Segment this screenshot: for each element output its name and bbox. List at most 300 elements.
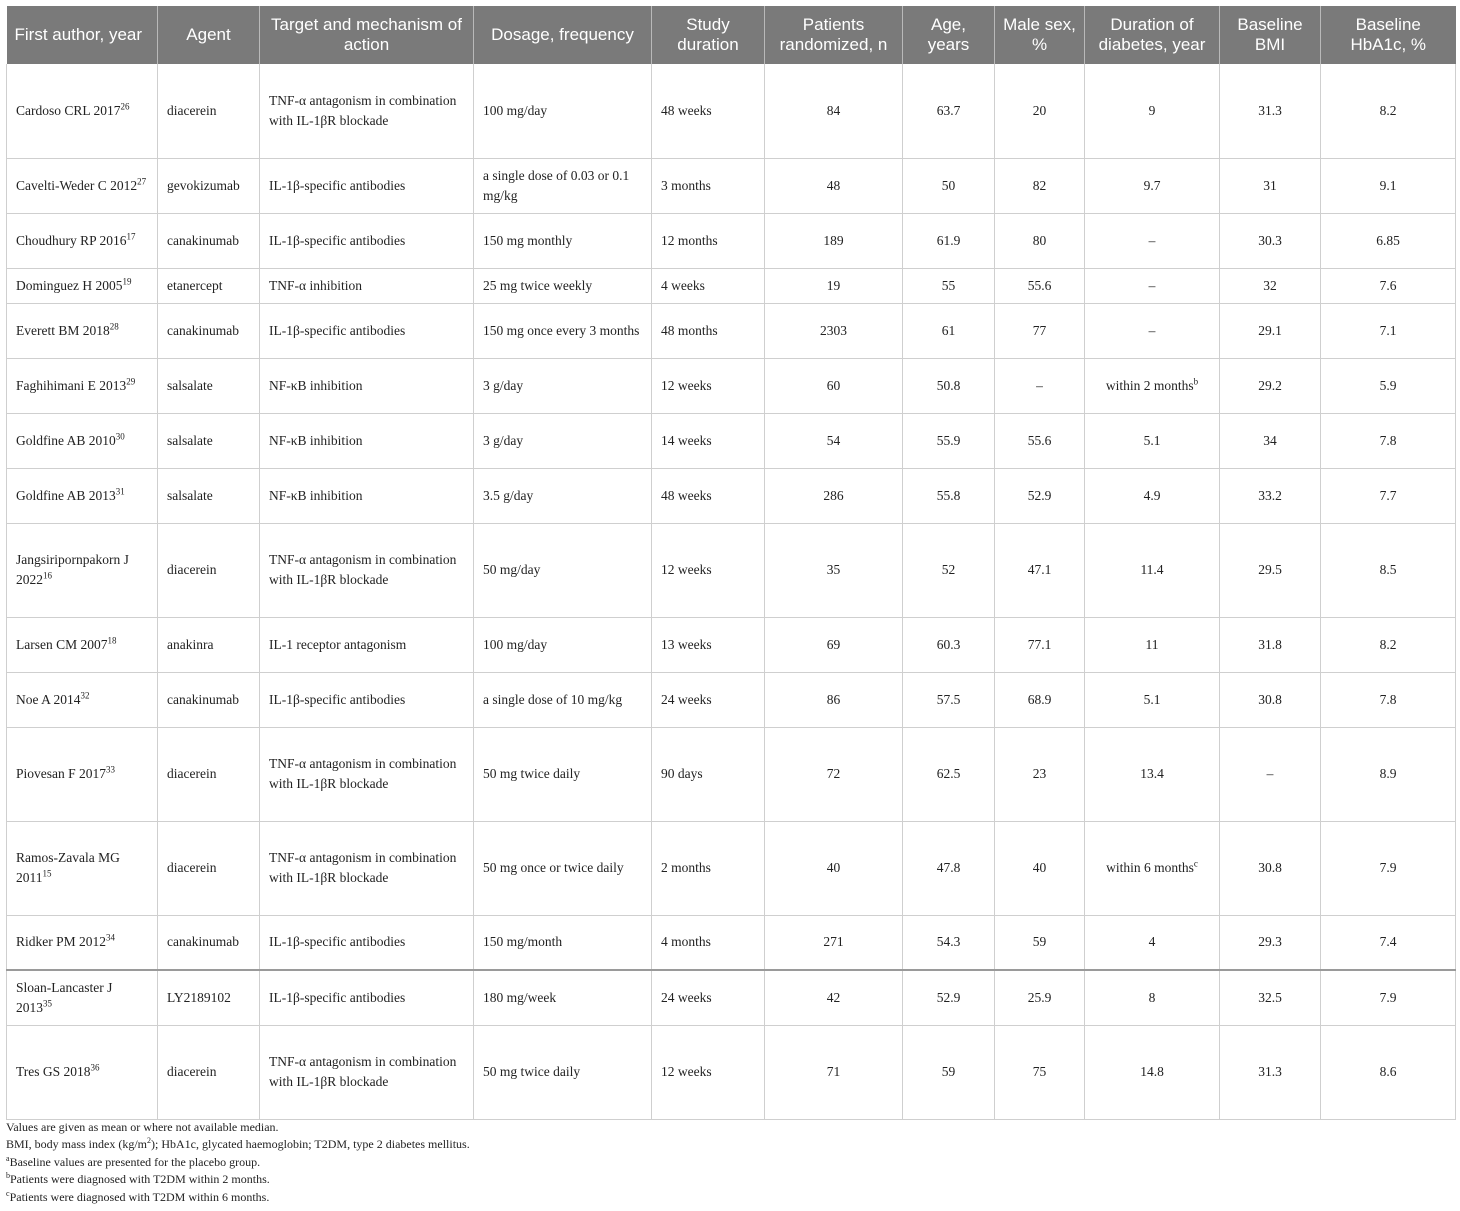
reference-number: 36 bbox=[90, 1062, 100, 1073]
author-text: Everett BM 2018 bbox=[16, 322, 110, 338]
cell-author bbox=[7, 617, 158, 672]
footnote-c-mark: c bbox=[6, 1188, 10, 1198]
cell-dosage bbox=[474, 268, 652, 303]
cell-age: 55 bbox=[903, 268, 995, 303]
cell-author bbox=[7, 672, 158, 727]
author-text: Tres GS 2018 bbox=[16, 1064, 91, 1079]
abbrev-text-start: BMI, body mass index (kg/m bbox=[6, 1137, 147, 1152]
cell-study-duration: 12 weeks bbox=[652, 523, 765, 617]
footnote-a-mark: a bbox=[6, 1153, 10, 1163]
col-header-agent: Agent bbox=[158, 6, 260, 64]
cell-age: 50 bbox=[903, 158, 995, 213]
cell-diabetes-duration bbox=[1085, 64, 1220, 158]
cell-study-duration: 4 weeks bbox=[652, 268, 765, 303]
dosage-text: 50 mg twice daily bbox=[483, 766, 581, 781]
footnote-b-text: Patients were diagnosed with T2DM within 2 months. bbox=[10, 1172, 270, 1187]
reference-number: 34 bbox=[106, 932, 116, 943]
cell-bmi: 30.3 bbox=[1220, 213, 1321, 268]
cell-dosage bbox=[474, 672, 652, 727]
cell-hba1c: 8.2 bbox=[1321, 617, 1456, 672]
cell-study-duration: 24 weeks bbox=[652, 970, 765, 1025]
cell-target bbox=[260, 727, 474, 821]
diabetes-duration-text: 4.9 bbox=[1143, 487, 1161, 503]
cell-age: 54.3 bbox=[903, 915, 995, 970]
cell-patients: 86 bbox=[765, 672, 903, 727]
cell-agent: canakinumab bbox=[158, 213, 260, 268]
reference-number: 16 bbox=[43, 570, 52, 581]
cell-diabetes-duration bbox=[1085, 523, 1220, 617]
cell-dosage bbox=[474, 158, 652, 213]
cell-hba1c: 5.9 bbox=[1321, 358, 1456, 413]
cell-target bbox=[260, 413, 474, 468]
cell-male-sex: 75 bbox=[995, 1025, 1085, 1119]
cell-author bbox=[7, 970, 158, 1025]
cell-bmi: 34 bbox=[1220, 413, 1321, 468]
cell-bmi: 31 bbox=[1220, 158, 1321, 213]
col-header-target: Target and mechanism of action bbox=[260, 6, 474, 64]
cell-study-duration: 90 days bbox=[652, 727, 765, 821]
author-text: Piovesan F 2017 bbox=[16, 766, 107, 781]
dosage-text: a single dose of 0.03 or 0.1 mg/kg bbox=[483, 167, 630, 203]
col-header-hba1c: Baseline HbA1c, % bbox=[1321, 6, 1456, 64]
cell-diabetes-duration bbox=[1085, 672, 1220, 727]
cell-study-duration: 3 months bbox=[652, 158, 765, 213]
dosage-text: 100 mg/day bbox=[483, 636, 548, 652]
diabetes-duration-text: – bbox=[1148, 232, 1156, 248]
cell-target bbox=[260, 672, 474, 727]
diabetes-duration-text: – bbox=[1148, 277, 1156, 293]
cell-study-duration: 12 weeks bbox=[652, 1025, 765, 1119]
cell-patients: 189 bbox=[765, 213, 903, 268]
author-text: Choudhury RP 2016 bbox=[16, 232, 127, 248]
cell-male-sex: 55.6 bbox=[995, 413, 1085, 468]
cell-study-duration: 48 months bbox=[652, 303, 765, 358]
author-text: Jangsiripornpakorn J 2022 bbox=[16, 552, 129, 587]
cell-author bbox=[7, 64, 158, 158]
cell-male-sex: 23 bbox=[995, 727, 1085, 821]
cell-diabetes-duration bbox=[1085, 727, 1220, 821]
footnote-c-text: Patients were diagnosed with T2DM within 6 months. bbox=[9, 1189, 270, 1204]
cell-age: 63.7 bbox=[903, 64, 995, 158]
abbrev-superscript: 2 bbox=[147, 1136, 151, 1146]
col-header-study-duration: Study duration bbox=[652, 6, 765, 64]
footnote-b bbox=[6, 1171, 1455, 1188]
cell-patients: 271 bbox=[765, 915, 903, 970]
cell-agent: etanercept bbox=[158, 268, 260, 303]
cell-author bbox=[7, 158, 158, 213]
cell-male-sex: 55.6 bbox=[995, 268, 1085, 303]
target-text: NF-κB inhibition bbox=[269, 487, 363, 503]
cell-bmi: 29.3 bbox=[1220, 915, 1321, 970]
reference-number: 17 bbox=[126, 231, 136, 241]
cell-bmi: 29.5 bbox=[1220, 523, 1321, 617]
author-text: Dominguez H 2005 bbox=[16, 277, 123, 293]
cell-diabetes-duration bbox=[1085, 821, 1220, 915]
cell-dosage bbox=[474, 727, 652, 821]
table-row bbox=[7, 413, 1456, 468]
table-row bbox=[7, 617, 1456, 672]
cell-study-duration: 12 months bbox=[652, 213, 765, 268]
cell-dosage bbox=[474, 617, 652, 672]
cell-agent: salsalate bbox=[158, 358, 260, 413]
cell-study-duration: 48 weeks bbox=[652, 468, 765, 523]
cell-male-sex: 47.1 bbox=[995, 523, 1085, 617]
dosage-text: a single dose of 10 mg/kg bbox=[483, 691, 623, 707]
diabetes-duration-text: – bbox=[1148, 322, 1156, 338]
author-text: Cavelti-Weder C 2012 bbox=[16, 177, 138, 193]
target-text: TNF-α antagonism in combination with IL-1βR blockade bbox=[269, 92, 457, 128]
dosage-text: 50 mg once or twice daily bbox=[483, 860, 624, 875]
cell-bmi: 32.5 bbox=[1220, 970, 1321, 1025]
cell-age: 61 bbox=[903, 303, 995, 358]
author-text: Noe A 2014 bbox=[16, 691, 81, 707]
reference-number: 33 bbox=[106, 764, 116, 775]
cell-agent: canakinumab bbox=[158, 672, 260, 727]
target-text: TNF-α antagonism in combination with IL-1βR blockade bbox=[269, 850, 457, 885]
cell-age: 59 bbox=[903, 1025, 995, 1119]
footnote-abbreviations bbox=[6, 1136, 1455, 1153]
cell-hba1c: 7.4 bbox=[1321, 915, 1456, 970]
cell-agent: diacerein bbox=[158, 821, 260, 915]
table-row bbox=[7, 268, 1456, 303]
target-text: IL-1 receptor antagonism bbox=[269, 636, 407, 652]
cell-age: 52.9 bbox=[903, 970, 995, 1025]
cell-target bbox=[260, 268, 474, 303]
table-row bbox=[7, 523, 1456, 617]
cell-author bbox=[7, 358, 158, 413]
cell-target bbox=[260, 303, 474, 358]
cell-target bbox=[260, 617, 474, 672]
col-header-patients: Patients randomized, n bbox=[765, 6, 903, 64]
cell-hba1c: 7.7 bbox=[1321, 468, 1456, 523]
footnote-b-mark: b bbox=[6, 1171, 10, 1181]
target-text: TNF-α antagonism in combination with IL-1βR blockade bbox=[269, 1054, 457, 1089]
cell-author bbox=[7, 213, 158, 268]
cell-dosage bbox=[474, 413, 652, 468]
target-text: IL-1β-specific antibodies bbox=[269, 177, 406, 193]
diabetes-duration-text: 4 bbox=[1148, 934, 1156, 950]
cell-male-sex: 52.9 bbox=[995, 468, 1085, 523]
col-header-bmi: Baseline BMI bbox=[1220, 6, 1321, 64]
cell-dosage bbox=[474, 970, 652, 1025]
target-text: IL-1β-specific antibodies bbox=[269, 934, 406, 950]
cell-bmi: 29.2 bbox=[1220, 358, 1321, 413]
cell-diabetes-duration bbox=[1085, 268, 1220, 303]
cell-dosage bbox=[474, 821, 652, 915]
cell-target bbox=[260, 158, 474, 213]
cell-hba1c: 7.8 bbox=[1321, 413, 1456, 468]
reference-number: 28 bbox=[109, 321, 119, 331]
cell-bmi: 31.3 bbox=[1220, 64, 1321, 158]
diabetes-duration-text: 11.4 bbox=[1140, 562, 1164, 577]
target-text: TNF-α antagonism in combination with IL-1βR blockade bbox=[269, 552, 457, 587]
cell-dosage bbox=[474, 523, 652, 617]
target-text: NF-κB inhibition bbox=[269, 377, 363, 393]
cell-study-duration: 4 months bbox=[652, 915, 765, 970]
cell-target bbox=[260, 64, 474, 158]
cell-author bbox=[7, 727, 158, 821]
cell-hba1c: 8.6 bbox=[1321, 1025, 1456, 1119]
table-row bbox=[7, 915, 1456, 970]
cell-diabetes-duration bbox=[1085, 970, 1220, 1025]
cell-study-duration: 2 months bbox=[652, 821, 765, 915]
reference-number: 32 bbox=[80, 690, 90, 700]
col-header-diabetes-duration: Duration of diabetes, year bbox=[1085, 6, 1220, 64]
cell-age: 62.5 bbox=[903, 727, 995, 821]
footnote-mark: c bbox=[1193, 858, 1198, 869]
cell-bmi: 33.2 bbox=[1220, 468, 1321, 523]
cell-agent: salsalate bbox=[158, 413, 260, 468]
author-text: Ridker PM 2012 bbox=[16, 934, 107, 950]
dosage-text: 3 g/day bbox=[483, 432, 524, 448]
footnote-values: Values are given as mean or where not available median. bbox=[6, 1120, 279, 1134]
cell-agent: diacerein bbox=[158, 64, 260, 158]
table-row bbox=[7, 213, 1456, 268]
target-text: TNF-α inhibition bbox=[269, 277, 362, 293]
cell-agent: anakinra bbox=[158, 617, 260, 672]
author-text: Larsen CM 2007 bbox=[16, 636, 108, 652]
cell-hba1c: 7.6 bbox=[1321, 268, 1456, 303]
cell-diabetes-duration bbox=[1085, 468, 1220, 523]
cell-author bbox=[7, 303, 158, 358]
footnote-a bbox=[6, 1154, 1455, 1171]
cell-hba1c: 8.2 bbox=[1321, 64, 1456, 158]
footnote-c bbox=[6, 1189, 1455, 1206]
cell-bmi: 30.8 bbox=[1220, 821, 1321, 915]
cell-agent: diacerein bbox=[158, 1025, 260, 1119]
cell-age: 52 bbox=[903, 523, 995, 617]
cell-age: 57.5 bbox=[903, 672, 995, 727]
table-row bbox=[7, 672, 1456, 727]
cell-dosage bbox=[474, 1025, 652, 1119]
target-text: IL-1β-specific antibodies bbox=[269, 322, 406, 338]
reference-number: 35 bbox=[43, 998, 52, 1009]
diabetes-duration-text: 9.7 bbox=[1143, 177, 1161, 193]
cell-patients: 40 bbox=[765, 821, 903, 915]
cell-target bbox=[260, 970, 474, 1025]
author-text: Cardoso CRL 2017 bbox=[16, 102, 121, 118]
cell-patients: 48 bbox=[765, 158, 903, 213]
reference-number: 26 bbox=[120, 101, 130, 112]
cell-diabetes-duration bbox=[1085, 158, 1220, 213]
cell-patients: 286 bbox=[765, 468, 903, 523]
cell-patients: 72 bbox=[765, 727, 903, 821]
cell-male-sex: 25.9 bbox=[995, 970, 1085, 1025]
dosage-text: 150 mg monthly bbox=[483, 232, 573, 248]
cell-target bbox=[260, 213, 474, 268]
table-row bbox=[7, 821, 1456, 915]
cell-hba1c: 9.1 bbox=[1321, 158, 1456, 213]
cell-author bbox=[7, 523, 158, 617]
cell-male-sex: 40 bbox=[995, 821, 1085, 915]
cell-hba1c: 7.9 bbox=[1321, 821, 1456, 915]
reference-number: 18 bbox=[107, 635, 117, 645]
reference-number: 30 bbox=[115, 431, 125, 441]
table-row bbox=[7, 158, 1456, 213]
cell-age: 47.8 bbox=[903, 821, 995, 915]
cell-male-sex: 68.9 bbox=[995, 672, 1085, 727]
cell-bmi: 32 bbox=[1220, 268, 1321, 303]
cell-agent: gevokizumab bbox=[158, 158, 260, 213]
cell-diabetes-duration bbox=[1085, 303, 1220, 358]
cell-age: 60.3 bbox=[903, 617, 995, 672]
cell-patients: 69 bbox=[765, 617, 903, 672]
cell-hba1c: 7.1 bbox=[1321, 303, 1456, 358]
author-text: Ramos-Zavala MG 2011 bbox=[16, 850, 120, 885]
cell-age: 61.9 bbox=[903, 213, 995, 268]
cell-patients: 35 bbox=[765, 523, 903, 617]
author-text: Goldfine AB 2013 bbox=[16, 487, 116, 503]
dosage-text: 25 mg twice weekly bbox=[483, 277, 593, 293]
table-row bbox=[7, 1025, 1456, 1119]
cell-target bbox=[260, 915, 474, 970]
target-text: NF-κB inhibition bbox=[269, 432, 363, 448]
cell-study-duration: 48 weeks bbox=[652, 64, 765, 158]
cell-author bbox=[7, 915, 158, 970]
cell-author bbox=[7, 821, 158, 915]
reference-number: 31 bbox=[115, 486, 125, 496]
cell-agent: diacerein bbox=[158, 727, 260, 821]
cell-age: 50.8 bbox=[903, 358, 995, 413]
cell-agent: diacerein bbox=[158, 523, 260, 617]
header-row bbox=[7, 6, 1456, 64]
cell-author bbox=[7, 1025, 158, 1119]
cell-patients: 71 bbox=[765, 1025, 903, 1119]
table-row bbox=[7, 970, 1456, 1025]
author-text: Goldfine AB 2010 bbox=[16, 432, 116, 448]
dosage-text: 100 mg/day bbox=[483, 102, 548, 118]
cell-male-sex: 20 bbox=[995, 64, 1085, 158]
table-body bbox=[7, 64, 1456, 1119]
cell-dosage bbox=[474, 468, 652, 523]
cell-hba1c: 8.9 bbox=[1321, 727, 1456, 821]
table-row bbox=[7, 727, 1456, 821]
cell-patients: 84 bbox=[765, 64, 903, 158]
reference-number: 29 bbox=[126, 376, 136, 386]
cell-male-sex: 77.1 bbox=[995, 617, 1085, 672]
col-header-age: Age, years bbox=[903, 6, 995, 64]
diabetes-duration-text: 5.1 bbox=[1143, 691, 1161, 707]
target-text: TNF-α antagonism in combination with IL-1βR blockade bbox=[269, 756, 457, 791]
cell-agent: LY2189102 bbox=[158, 970, 260, 1025]
cell-author bbox=[7, 413, 158, 468]
abbrev-text-end: ); HbA1c, glycated haemoglobin; T2DM, type 2 diabetes mellitus. bbox=[151, 1137, 470, 1152]
cell-target bbox=[260, 358, 474, 413]
cell-diabetes-duration bbox=[1085, 915, 1220, 970]
cell-patients: 42 bbox=[765, 970, 903, 1025]
cell-study-duration: 14 weeks bbox=[652, 413, 765, 468]
cell-study-duration: 24 weeks bbox=[652, 672, 765, 727]
cell-target bbox=[260, 523, 474, 617]
dosage-text: 150 mg once every 3 months bbox=[483, 322, 640, 338]
col-header-dosage: Dosage, frequency bbox=[474, 6, 652, 64]
table-footnotes bbox=[6, 1119, 1455, 1206]
cell-bmi: 29.1 bbox=[1220, 303, 1321, 358]
footnote-mark: b bbox=[1193, 376, 1199, 386]
cell-dosage bbox=[474, 64, 652, 158]
reference-number: 15 bbox=[42, 868, 52, 879]
cell-male-sex: 82 bbox=[995, 158, 1085, 213]
col-header-male-sex: Male sex, % bbox=[995, 6, 1085, 64]
diabetes-duration-text: 13.4 bbox=[1140, 766, 1164, 781]
cell-agent: canakinumab bbox=[158, 303, 260, 358]
cell-dosage bbox=[474, 213, 652, 268]
cell-diabetes-duration bbox=[1085, 413, 1220, 468]
cell-male-sex: 77 bbox=[995, 303, 1085, 358]
cell-target bbox=[260, 1025, 474, 1119]
dosage-text: 50 mg twice daily bbox=[483, 1064, 581, 1079]
cell-diabetes-duration bbox=[1085, 1025, 1220, 1119]
cell-age: 55.8 bbox=[903, 468, 995, 523]
cell-author bbox=[7, 468, 158, 523]
table-header bbox=[7, 6, 1456, 64]
author-text: Faghihimani E 2013 bbox=[16, 377, 127, 393]
table-row bbox=[7, 64, 1456, 158]
cell-bmi: 31.8 bbox=[1220, 617, 1321, 672]
col-header-author: First author, year bbox=[7, 6, 158, 64]
cell-bmi: – bbox=[1220, 727, 1321, 821]
cell-patients: 2303 bbox=[765, 303, 903, 358]
cell-target bbox=[260, 821, 474, 915]
cell-study-duration: 13 weeks bbox=[652, 617, 765, 672]
cell-diabetes-duration bbox=[1085, 213, 1220, 268]
cell-patients: 60 bbox=[765, 358, 903, 413]
cell-male-sex: 59 bbox=[995, 915, 1085, 970]
footnote-a-text: Baseline values are presented for the placebo group. bbox=[9, 1154, 261, 1169]
cell-hba1c: 7.9 bbox=[1321, 970, 1456, 1025]
diabetes-duration-text: 8 bbox=[1148, 989, 1156, 1005]
cell-bmi: 31.3 bbox=[1220, 1025, 1321, 1119]
cell-dosage bbox=[474, 915, 652, 970]
cell-male-sex: 80 bbox=[995, 213, 1085, 268]
cell-patients: 19 bbox=[765, 268, 903, 303]
cell-patients: 54 bbox=[765, 413, 903, 468]
author-text: Sloan-Lancaster J 2013 bbox=[16, 979, 113, 1015]
dosage-text: 180 mg/week bbox=[483, 989, 557, 1005]
reference-number: 27 bbox=[137, 176, 147, 186]
diabetes-duration-text: within 2 months bbox=[1105, 377, 1194, 393]
dosage-text: 3.5 g/day bbox=[483, 487, 534, 503]
diabetes-duration-text: 11 bbox=[1145, 636, 1159, 652]
dosage-text: 50 mg/day bbox=[483, 562, 541, 577]
study-characteristics-table bbox=[6, 6, 1456, 1120]
cell-agent: salsalate bbox=[158, 468, 260, 523]
cell-bmi: 30.8 bbox=[1220, 672, 1321, 727]
reference-number: 19 bbox=[122, 276, 132, 286]
table-row bbox=[7, 303, 1456, 358]
cell-male-sex: – bbox=[995, 358, 1085, 413]
cell-diabetes-duration bbox=[1085, 617, 1220, 672]
cell-dosage bbox=[474, 303, 652, 358]
dosage-text: 3 g/day bbox=[483, 377, 524, 393]
diabetes-duration-text: within 6 months bbox=[1106, 860, 1194, 875]
cell-age: 55.9 bbox=[903, 413, 995, 468]
cell-author bbox=[7, 268, 158, 303]
diabetes-duration-text: 9 bbox=[1148, 102, 1156, 118]
dosage-text: 150 mg/month bbox=[483, 934, 563, 950]
cell-hba1c: 8.5 bbox=[1321, 523, 1456, 617]
cell-target bbox=[260, 468, 474, 523]
cell-dosage bbox=[474, 358, 652, 413]
cell-hba1c: 6.85 bbox=[1321, 213, 1456, 268]
diabetes-duration-text: 5.1 bbox=[1143, 432, 1161, 448]
cell-diabetes-duration bbox=[1085, 358, 1220, 413]
target-text: IL-1β-specific antibodies bbox=[269, 232, 406, 248]
table-row bbox=[7, 468, 1456, 523]
diabetes-duration-text: 14.8 bbox=[1140, 1064, 1164, 1079]
target-text: IL-1β-specific antibodies bbox=[269, 989, 406, 1005]
cell-study-duration: 12 weeks bbox=[652, 358, 765, 413]
